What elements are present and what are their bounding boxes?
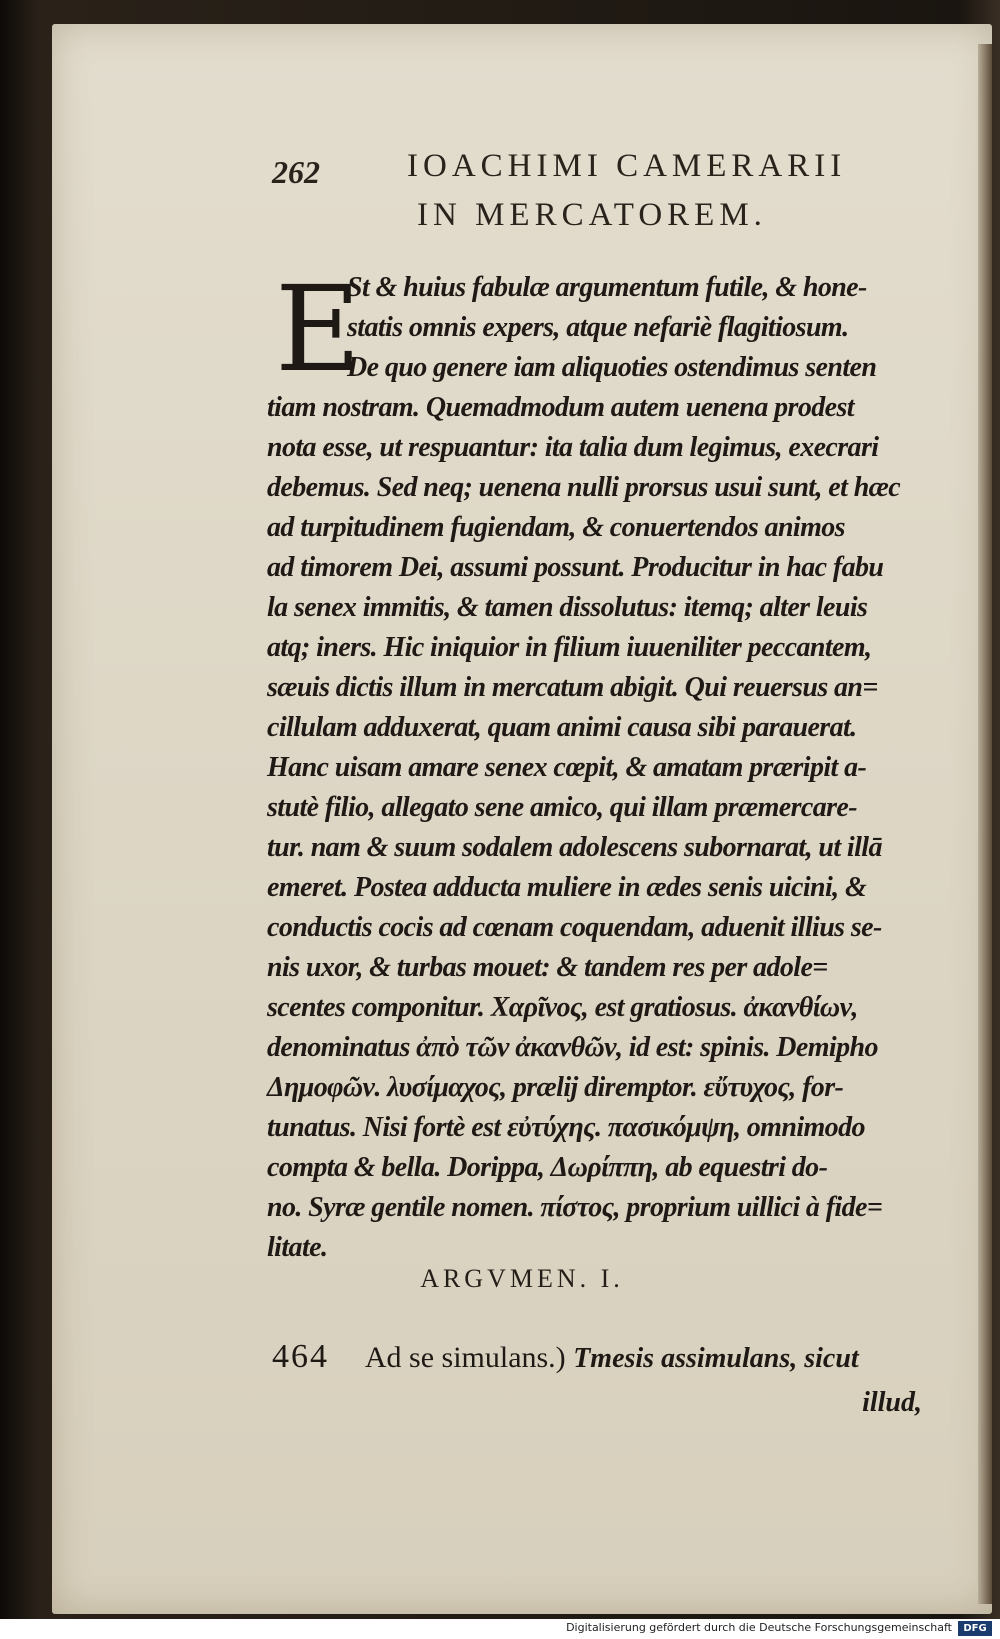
text-line: la senex immitis, & tamen dissolutus: itemq; alter leuis xyxy=(267,592,868,623)
text-line: denominatus ἀπὸ τῶν ἀκανθῶν, id est: spinis. Demipho xyxy=(267,1032,878,1063)
commentary-lemma: Ad se simulans.) xyxy=(364,1341,566,1374)
text-line: De quo genere iam aliquoties ostendimus senten xyxy=(347,352,877,383)
text-line: Δημοφῶν. λυσίμαχος, prælij diremptor. εὔτυχος, for- xyxy=(267,1072,844,1103)
text-line: St & huius fabulæ argumentum futile, & hone- xyxy=(347,272,867,303)
text-line: tunatus. Nisi fortè est εὐτύχης. πασικόμψη, omnimodo xyxy=(267,1112,865,1143)
section-heading: ARGVMEN. I. xyxy=(420,1264,624,1293)
book-page xyxy=(52,24,992,1614)
dfg-logo: DFG xyxy=(958,1621,992,1636)
commentary-number: 464 xyxy=(272,1338,329,1375)
text-line: stutè filio, allegato sene amico, qui illam præmercare- xyxy=(267,792,857,823)
text-line: debemus. Sed neq; uenena nulli prorsus usui sunt, et hæc xyxy=(267,472,901,503)
commentary-continuation: illud, xyxy=(862,1387,922,1418)
text-line: compta & bella. Dorippa, Δωρίππη, ab equestri do- xyxy=(267,1152,828,1183)
text-line: litate. xyxy=(267,1232,328,1263)
text-line: Hanc uisam amare senex cœpit, & amatam præripit a- xyxy=(267,752,867,783)
text-line: conductis cocis ad cœnam coquendam, aduenit illius se- xyxy=(267,912,882,943)
text-line: ad timorem Dei, assumi possunt. Producitur in hac fabu xyxy=(267,552,884,583)
digitization-footer xyxy=(0,1619,1000,1639)
text-line: no. Syræ gentile nomen. πίστος, proprium uillici à fide= xyxy=(267,1192,883,1223)
text-line: cillulam adduxerat, quam animi causa sibi parauerat. xyxy=(267,712,857,743)
running-title: IOACHIMI CAMERARII xyxy=(407,148,847,184)
text-line: scentes componitur. Χαρῖνος, est gratiosus. ἀκανθίων, xyxy=(267,992,858,1023)
text-line: nis uxor, & turbas mouet: & tandem res per adole= xyxy=(267,952,828,983)
text-line: ad turpitudinem fugiendam, & conuertendos animos xyxy=(267,512,845,543)
commentary-text: Tmesis assimulans, sicut xyxy=(573,1343,859,1374)
text-line: tiam nostram. Quemadmodum autem uenena prodest xyxy=(267,392,854,423)
binding-edge xyxy=(978,44,992,1604)
drop-cap: E xyxy=(275,260,362,398)
text-line: nota esse, ut respuantur: ita talia dum legimus, execrari xyxy=(267,432,879,463)
text-line: emeret. Postea adducta muliere in ædes senis uicini, & xyxy=(267,872,867,903)
argument-text xyxy=(267,260,927,1268)
text-line: statis omnis expers, atque nefariè flagitiosum. xyxy=(347,312,849,343)
text-line: atq; iners. Hic iniquior in filium iuueniliter peccantem, xyxy=(267,632,872,663)
footer-credit: Digitalisierung gefördert durch die Deutsche Forschungsgemeinschaft xyxy=(566,1621,952,1634)
page-number: 262 xyxy=(272,154,320,190)
running-subtitle: IN MERCATOREM. xyxy=(417,197,767,233)
text-line: tur. nam & suum sodalem adolescens subornarat, ut illā xyxy=(267,832,882,863)
commentary-first-line xyxy=(272,1334,932,1380)
text-line: sæuis dictis illum in mercatum abigit. Qui reuersus an= xyxy=(267,672,878,703)
commentary-note xyxy=(272,1334,932,1426)
